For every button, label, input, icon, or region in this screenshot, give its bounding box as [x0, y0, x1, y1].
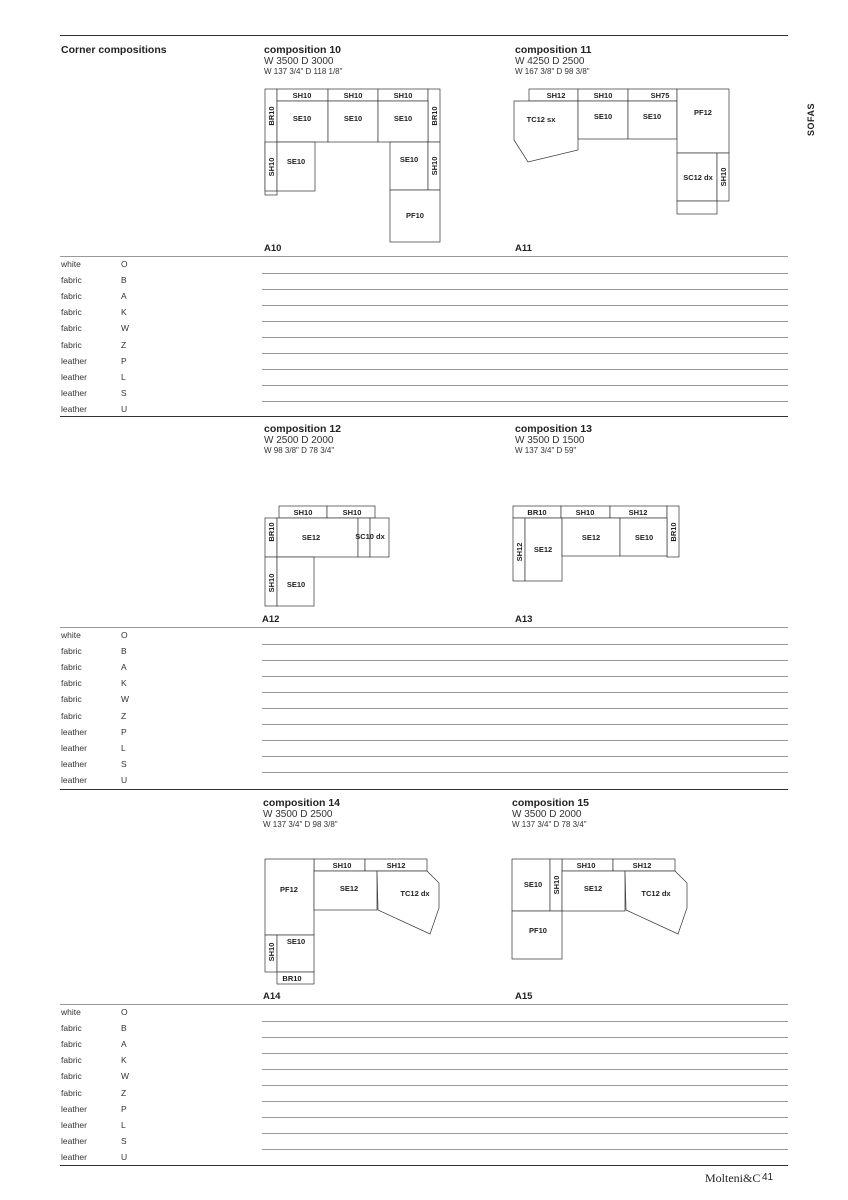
diagram-a13: [510, 502, 685, 582]
module-label: SE10: [523, 880, 543, 889]
composition-code: A11: [515, 243, 532, 254]
finish-code: K: [121, 307, 127, 318]
module-label: SH10: [719, 167, 728, 187]
finish-label: fabric: [61, 1023, 82, 1034]
finish-label: fabric: [61, 339, 82, 350]
module-shape: [512, 911, 562, 959]
row-rule: [262, 273, 788, 274]
row-rule: [262, 1021, 788, 1022]
finish-code: W: [121, 323, 130, 334]
row-rule: [262, 660, 788, 661]
finish-label: fabric: [61, 678, 82, 689]
finish-code: O: [121, 630, 128, 640]
row-rule: [262, 1069, 788, 1070]
diagram-a15: [508, 855, 693, 965]
finish-label: fabric: [61, 694, 82, 705]
composition-dims-in: W 137 3/4" D 78 3/4": [512, 820, 587, 829]
row-rule: [262, 401, 788, 402]
composition-dims-mm: W 4250 D 2500: [515, 56, 585, 67]
finish-label: fabric: [61, 1071, 82, 1082]
composition-code: A12: [262, 614, 280, 625]
module-label: SH10: [342, 508, 362, 517]
composition-code: A10: [264, 243, 282, 254]
module-label: SH10: [393, 91, 413, 100]
composition-15-header: [512, 797, 589, 829]
module-label: SE12: [583, 884, 603, 893]
finish-code: U: [121, 774, 128, 785]
module-label: SE10: [292, 114, 312, 123]
finish-code: Z: [121, 710, 127, 721]
row-rule: [262, 321, 788, 322]
module-label: SE10: [286, 157, 306, 166]
row-rule: [262, 1037, 788, 1038]
finish-code: S: [121, 758, 127, 769]
finish-code: U: [121, 403, 128, 414]
finish-label: fabric: [61, 662, 82, 673]
module-label: SE10: [286, 937, 306, 946]
finish-code: A: [121, 1039, 127, 1050]
row-rule: [60, 1004, 788, 1005]
row-rule: [262, 1053, 788, 1054]
row-rule: [262, 385, 788, 386]
module-label: SH10: [267, 573, 276, 593]
diagram-a10: [260, 85, 450, 245]
bottom-rule: [60, 1165, 788, 1166]
finish-label: fabric: [61, 307, 82, 318]
row-rule: [60, 627, 788, 628]
finish-label: leather: [61, 774, 87, 785]
module-label: BR10: [267, 106, 276, 126]
module-label: BR10: [669, 522, 678, 542]
module-label: BR10: [430, 106, 439, 126]
composition-dims-in: W 137 3/4" D 59": [515, 446, 577, 455]
module-shape: [277, 142, 315, 191]
row-rule: [262, 289, 788, 290]
module-label: SE12: [339, 884, 359, 893]
finish-label: leather: [61, 726, 87, 737]
module-shape: [377, 871, 439, 934]
module-label: SC10 dx: [355, 532, 385, 541]
finish-label: leather: [61, 1135, 87, 1146]
finish-code: W: [121, 694, 130, 705]
finish-code: U: [121, 1151, 128, 1162]
module-label: BR10: [267, 522, 276, 542]
finish-label: fabric: [61, 1087, 82, 1098]
module-shape: [514, 101, 578, 162]
row-rule: [262, 772, 788, 773]
finish-code: L: [121, 1119, 126, 1130]
module-shape: [265, 859, 314, 935]
composition-name: composition 14: [263, 797, 341, 809]
row-rule: [262, 1117, 788, 1118]
composition-name: composition 10: [264, 44, 342, 56]
composition-dims-in: W 167 3/8" D 98 3/8": [515, 67, 590, 76]
composition-dims-mm: W 3500 D 1500: [515, 435, 585, 446]
finish-code: K: [121, 1055, 127, 1066]
module-label: SE10: [399, 155, 419, 164]
module-label: PF10: [406, 211, 424, 220]
module-label: SH10: [575, 508, 595, 517]
diagram-a14: [260, 855, 445, 990]
finish-code: B: [121, 275, 127, 286]
finish-code: O: [121, 259, 128, 269]
module-shape: [625, 871, 687, 934]
row-rule: [262, 692, 788, 693]
module-label: SH12: [546, 91, 566, 100]
row-rule: [262, 353, 788, 354]
row-rule: [262, 1101, 788, 1102]
brand-logo: Molteni&C: [705, 1171, 761, 1185]
finish-label: leather: [61, 355, 87, 366]
row-rule: [262, 1133, 788, 1134]
composition-name: composition 15: [512, 797, 590, 809]
module-label: SH12: [632, 861, 652, 870]
finish-code: S: [121, 387, 127, 398]
finish-label: leather: [61, 387, 87, 398]
module-label: SE10: [593, 112, 613, 121]
finish-label: leather: [61, 1119, 87, 1130]
finish-code: Z: [121, 1087, 127, 1098]
module-label: TC12 dx: [400, 889, 430, 898]
composition-dims-in: W 137 3/4" D 118 1/8": [264, 67, 343, 76]
finish-label: fabric: [61, 710, 82, 721]
module-label: SE10: [642, 112, 662, 121]
row-rule: [262, 305, 788, 306]
module-label: SE10: [286, 580, 306, 589]
module-label: SE12: [581, 533, 601, 542]
module-label: TC12 dx: [641, 889, 671, 898]
module-label: SH10: [267, 157, 276, 177]
finish-label: fabric: [61, 323, 82, 334]
block-1-top-rule: [60, 35, 788, 36]
diagram-a11: [510, 85, 735, 220]
module-label: PF10: [529, 926, 547, 935]
module-label: SH10: [293, 508, 313, 517]
finish-code: S: [121, 1135, 127, 1146]
module-label: SE10: [343, 114, 363, 123]
finish-label: fabric: [61, 275, 82, 286]
finish-code: A: [121, 291, 127, 302]
module-label: SE12: [301, 533, 321, 542]
composition-14-header: [263, 797, 340, 829]
finish-code: O: [121, 1007, 128, 1017]
module-label: SH10: [430, 156, 439, 176]
finish-label: white: [61, 1007, 81, 1017]
row-rule: [262, 756, 788, 757]
module-label: SH10: [552, 875, 561, 895]
composition-dims-mm: W 3500 D 3000: [264, 56, 334, 67]
finish-label: leather: [61, 1151, 87, 1162]
module-label: SH12: [628, 508, 648, 517]
row-rule: [262, 676, 788, 677]
finish-label: fabric: [61, 646, 82, 657]
composition-dims-in: W 137 3/4" D 98 3/8": [263, 820, 338, 829]
row-rule: [262, 724, 788, 725]
page-number: 41: [762, 1172, 774, 1183]
finish-label: white: [61, 259, 81, 269]
composition-13-header: [515, 423, 592, 455]
composition-name: composition 12: [264, 423, 342, 435]
composition-12-header: [264, 423, 341, 455]
composition-name: composition 11: [515, 44, 592, 56]
module-label: TC12 sx: [526, 115, 556, 124]
module-label: BR10: [527, 508, 547, 517]
block-3-top-rule: [60, 789, 788, 790]
composition-dims-mm: W 3500 D 2500: [263, 809, 333, 820]
finish-code: P: [121, 726, 127, 737]
finish-code: L: [121, 742, 126, 753]
block-2-top-rule: [60, 416, 788, 417]
row-rule: [262, 708, 788, 709]
finish-label: leather: [61, 742, 87, 753]
finish-label: fabric: [61, 1055, 82, 1066]
row-rule: [262, 1149, 788, 1150]
module-label: SH10: [343, 91, 363, 100]
module-label: SH10: [332, 861, 352, 870]
module-label: SH12: [515, 542, 524, 562]
finish-code: B: [121, 646, 127, 657]
finish-label: fabric: [61, 1039, 82, 1050]
finish-code: K: [121, 678, 127, 689]
row-rule: [262, 369, 788, 370]
module-label: SH10: [576, 861, 596, 870]
module-label: SE10: [393, 114, 413, 123]
finish-code: W: [121, 1071, 130, 1082]
module-label: SC12 dx: [683, 173, 713, 182]
composition-code: A15: [515, 991, 533, 1002]
module-label: BR10: [282, 974, 302, 983]
section-title: Corner compositions: [61, 44, 167, 56]
composition-code: A14: [263, 991, 281, 1002]
finish-code: L: [121, 371, 126, 382]
finish-code: Z: [121, 339, 127, 350]
row-rule: [262, 740, 788, 741]
finish-code: B: [121, 1023, 127, 1034]
module-shape: [390, 142, 428, 190]
module-label: SH12: [386, 861, 406, 870]
module-label: SE10: [634, 533, 654, 542]
row-rule: [262, 644, 788, 645]
row-rule: [60, 256, 788, 257]
module-label: SH75: [650, 91, 670, 100]
finish-label: leather: [61, 1103, 87, 1114]
module-label: SE12: [533, 545, 553, 554]
module-label: PF12: [694, 108, 712, 117]
module-label: SH10: [593, 91, 613, 100]
finish-label: white: [61, 630, 81, 640]
module-shape: [677, 201, 717, 214]
composition-dims-mm: W 3500 D 2000: [512, 809, 582, 820]
side-section-label: SOFAS: [806, 103, 816, 137]
finish-label: leather: [61, 758, 87, 769]
finish-code: P: [121, 355, 127, 366]
composition-code: A13: [515, 614, 533, 625]
row-rule: [262, 1085, 788, 1086]
module-shape: [677, 89, 729, 153]
diagram-a12: [260, 502, 400, 614]
finish-code: P: [121, 1103, 127, 1114]
finish-label: fabric: [61, 291, 82, 302]
composition-11-header: [515, 44, 591, 76]
composition-dims-in: W 98 3/8" D 78 3/4": [264, 446, 335, 455]
composition-dims-mm: W 2500 D 2000: [264, 435, 334, 446]
module-label: PF12: [280, 885, 298, 894]
composition-10-header: [264, 44, 342, 76]
finish-label: leather: [61, 403, 87, 414]
row-rule: [262, 337, 788, 338]
finish-label: leather: [61, 371, 87, 382]
composition-name: composition 13: [515, 423, 593, 435]
module-label: SH10: [292, 91, 312, 100]
module-label: SH10: [267, 942, 276, 962]
finish-code: A: [121, 662, 127, 673]
